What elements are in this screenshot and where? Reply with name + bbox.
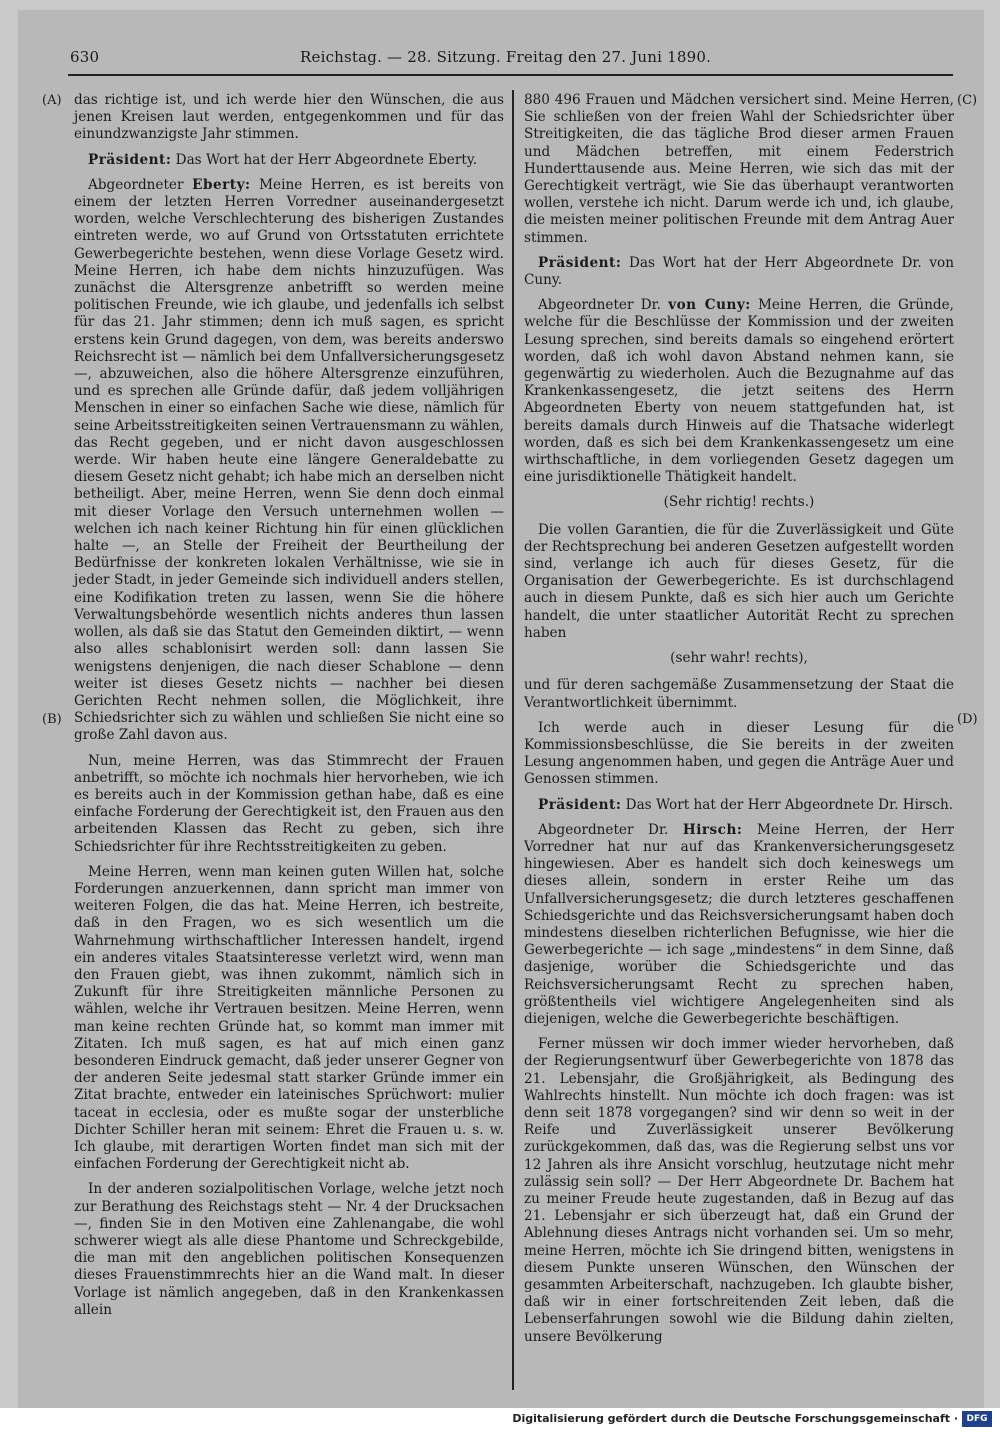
paragraph-text: Meine Herren, die Gründe, welche für die Beschlüsse der Kommission und der zweiten Lesung sprechen, sind bereits damals so eingehend erörtert worden, daß ich wohl davon Abstand nehmen kann, sie gegenwärtig zu wiederholen. Auch die Bezugnahme auf das Krankenkassengesetz, die jetzt seitens des Herrn Abgeordneten Eberty von neuem stattgefunden hat, ist bereits damals durch Hinweis auf die Thatsache widerlegt worden, daß es sich bei dem Krankenkassengesetz um eine wirthschaftliche, in dem vorliegenden Gesetz dagegen um eine jurisdiktionelle Thätigkeit handelt. (524, 297, 954, 486)
left-column (74, 92, 504, 1327)
interjection: (sehr wahr! rechts), (670, 650, 808, 667)
margin-marker-a: (A) (42, 93, 62, 108)
page-number: 630 (70, 48, 100, 66)
paragraph: Die vollen Garantien, die für die Zuverlässigkeit und Güte der Rechtsprechung bei anderen Gesetzen aufgestellt worden sind, verlange ich auch für dieses Gesetz, für die Organisation der Gewerbegerichte. Es ist durchschlagend auch in diesem Punkte, daß es sich hier auch um Gerichte handelt, die unter staatlicher Autorität Recht zu sprechen haben (524, 521, 954, 641)
paragraph: 880 496 Frauen und Mädchen versichert sind. Meine Herren, Sie schließen von der freien Wahl der Schiedsrichter über Streitigkeiten, die das tägliche Brod dieser armen Frauen und Mädchen betreffen, mit einem Federstrich Hunderttausende aus. Meine Herren, wie sich das mit der Gerechtigkeit verträgt, wie Sie das überhaupt verantworten wollen, verstehe ich nicht. Darum werde ich und, ich glaube, die meisten meiner politischen Freunde mit dem Antrag Auer stimmen. (524, 92, 954, 246)
speaker-paragraph (524, 797, 954, 814)
paragraph: Nun, meine Herren, was das Stimmrecht der Frauen anbetrifft, so möchte ich nochmals hier hervorheben, wie ich es bereits auch in der Kommission gethan habe, daß es eine einfache Forderung der Gerechtigkeit ist, den Frauen aus den arbeitenden Klassen das Recht zu geben, sich ihre Schiedsrichter für ihre Rechtsstreitigkeiten zu geben. (74, 752, 504, 855)
paragraph: und für deren sachgemäße Zusammensetzung der Staat die Verantwortlichkeit übernimmt. (524, 677, 954, 711)
margin-marker-d: (D) (957, 712, 978, 727)
right-column (524, 92, 954, 1354)
paragraph: In der anderen sozialpolitischen Vorlage, welche jetzt noch zur Berathung des Reichstags steht — Nr. 4 der Drucksachen —, finden Sie in den Motiven eine Zahlenangabe, die wohl schwerer wiegt als alle diese Phantome und Schreckgebilde, die man mit den angeblichen politischen Konsequenzen dieses Frauenstimmrechts hier an die Wand malt. In dieser Vorlage ist nämlich angegeben, daß in den Krankenkassen allein (74, 1181, 504, 1318)
speaker-paragraph (524, 255, 954, 289)
paragraph-text: Meine Herren, es ist bereits von einem der letzten Herren Vorredner auseinandergesetzt worden, welche Verschlechterung des bisherigen Zustandes eintreten werde, wo auf Grund von Ortsstatuten errichtete Gewerbegerichte bestehen, wenn diese Vorlage Gesetz wird. Meine Herren, ich habe dem nichts hinzuzufügen. Was zunächst die Altersgrenze anbetrifft so werden meine politischen Freunde, wie ich glaube, und jedenfalls ich selbst für das 21. Jahr stimmen; denn ich muß sagen, es spricht erstens kein Grund dagegen, von dem, was bereits anderswo Reichsrecht ist — nämlich bei dem Unfallversicherungsgesetz —, abzuweichen, also die höhere Altersgrenze einzuführen, und es sprechen alle Gründe dafür, daß jedem volljährigen Menschen in einer so einfachen Sache wie diese, nämlich für seine Arbeitsstreitigkeiten seinen Vertrauensmann zu wählen, das Recht gegeben, und er nicht davon ausgeschlossen werde. Wir haben heute eine längere Generaldebatte zu diesem Gesetz nicht gehabt; ich habe mich an derselben nicht betheiligt. Aber, meine Herren, wenn Sie denn doch einmal mit dieser Vorlage den Versuch unternehmen wollen — welchen ich nach keiner Richtung hin für einen glücklichen halte —, an Stelle der Freiheit der Beurtheilung der Bedürfnisse der konkreten lokalen Verhältnisse, wie sie in jeder Stadt, in jeder Gemeinde sich individuell anders stellen, eine Kodifikation treten zu lassen, wenn Sie die höhere Verwaltungsbehörde wesentlich nichts anderes thun lassen wollen, als daß sie das Statut den Gemeinden diktirt, — wenn also alles schablonisirt werden soll: dann lassen Sie wenigstens denjenigen, die nach dieser Schablone — denn weiter ist dieses Gesetz nichts — nachher bei diesen Gerichten Recht nehmen sollen, die Möglichkeit, ihre Schiedsrichter sich zu wählen und schließen Sie nicht eine so große Zahl davon aus. (74, 176, 504, 744)
speaker-name: Eberty: (192, 176, 251, 193)
paragraph: Meine Herren, wenn man keinen guten Willen hat, solche Forderungen anzuerkennen, dann spricht man immer von weiteren Folgen, die das hat. Meine Herren, ich bestreite, daß in den Fragen, wo es sich wesentlich um die Wahrnehmung wirthschaftlicher Interessen handelt, irgend ein anderes vitales Staatsinteresse verletzt wird, wenn man den Frauen giebt, was ihnen zukommt, nämlich sich in Zukunft für ihre Streitigkeiten männliche Personen zu wählen, welche ihr Vertrauen besitzen. Meine Herren, wenn man keine rechten Gründe hat, so kommt man immer mit Zitaten. Ich muß sagen, es hat auf mich einen ganz besonderen Eindruck gemacht, daß jeder unserer Gegner von der anderen Seite jedesmal statt starker Gründe immer ein Zitat brachte, entweder ein lateinisches Sprüchwort: mulier taceat in ecclesia, oder es mußte sogar der unsterbliche Dichter Schiller heran mit seinem: Ehret die Frauen u. s. w. Ich glaube, mit derartigen Worten findet man sich mit der einfachen Forderung der Gerechtigkeit nicht ab. (74, 863, 504, 1173)
speaker-name: Hirsch: (682, 821, 743, 838)
interjection: (Sehr richtig! rechts.) (663, 494, 815, 511)
speaker-paragraph (74, 177, 504, 745)
paragraph-text: Meine Herren, der Herr Vorredner hat nur auf das Krankenversicherungsgesetz hingewiesen. Aber es handelt sich doch keineswegs um dieses allein, sondern in erster Reihe um das Unfallversicherungsgesetz; die durch letzteres geschaffenen Schiedsgerichte und das Reichsversicherungsamt haben doch mindestens dieselben richterlichen Befugnisse, wie hier die Gewerbegerichte — ich sage „mindestens“ in dem Sinne, daß dasjenige, worüber die Schiedsgerichte und das Reichsversicherungsamt Recht zu sprechen haben, größtentheils viel wichtigere Angelegenheiten sind als diejenigen, welche die Gewerbegerichte beschäftigen. (524, 821, 954, 1027)
speaker-name: Präsident: (538, 254, 622, 271)
paragraph: Ich werde auch in dieser Lesung für die Kommissionsbeschlüsse, die Sie bereits in der zweiten Lesung angenommen haben, und gegen die Anträge Auer und Genossen stimmen. (524, 719, 954, 788)
speaker-paragraph (524, 822, 954, 1028)
paragraph-text: Das Wort hat der Herr Abgeordnete Dr. von Cuny. (524, 254, 954, 289)
paragraph-text: Das Wort hat der Herr Abgeordnete Dr. Hirsch. (621, 796, 954, 813)
speaker-intro: Abgeordneter Dr. (538, 297, 669, 314)
speaker-name: von Cuny: (668, 297, 751, 314)
running-title: Reichstag. — 28. Sitzung. Freitag den 27. Juni 1890. (300, 48, 712, 66)
column-divider (512, 90, 514, 1390)
speaker-intro: Abgeordneter (88, 176, 193, 193)
header-rule (68, 74, 953, 76)
paragraph-text: Das Wort hat der Herr Abgeordnete Eberty. (171, 151, 478, 168)
margin-marker-b: (B) (42, 712, 62, 727)
funding-note: Digitalisierung gefördert durch die Deutsche Forschungsgemeinschaft · (512, 1412, 958, 1425)
dfg-logo: DFG (962, 1411, 992, 1427)
footer-bar (0, 1408, 1000, 1432)
paragraph: das richtige ist, und ich werde hier den Wünschen, die aus jenen Kreisen laut werden, entgegenkommen und für das einundzwanzigste Jahr stimmen. (74, 92, 504, 143)
paragraph: Ferner müssen wir doch immer wieder hervorheben, daß der Regierungsentwurf über Gewerbegerichte von 1878 das 21. Lebensjahr, die Großjährigkeit, als Bedingung des Wahlrechts hinstellt. Nun möchte ich doch fragen: was ist denn seit 1878 vorgegangen? sind wir denn so weit in der Reife und Zuverlässigkeit unserer Bevölkerung zurückgekommen, daß das, was die Regierung selbst uns vor 12 Jahren als ihre Ansicht vorschlug, heutzutage nicht mehr zulässig sein soll? — Der Herr Abgeordnete Dr. Bachem hat zu meiner Freude heute zugestanden, daß in Bezug auf das 21. Lebensjahr er sich überzeugt hat, daß ein Grund der Ablehnung dieses Antrags nicht vorhanden sei. Um so mehr, meine Herren, möchte ich Sie dringend bitten, wenigstens in diesem Punkte unseren Wünschen, den Wünschen der gesammten Arbeiterschaft, nachzugeben. Ich glaubte bisher, daß wir in einer fortschreitenden Zeit leben, daß die Lebenserfahrungen sowohl wie die Bildung dahin zielten, unsere Bevölkerung (524, 1036, 954, 1345)
speaker-intro: Abgeordneter Dr. (538, 821, 683, 838)
speaker-name: Präsident: (88, 151, 172, 168)
page-header (70, 48, 940, 70)
margin-marker-c: (C) (957, 93, 978, 108)
speaker-paragraph (74, 152, 504, 169)
speaker-name: Präsident: (538, 796, 622, 813)
speaker-paragraph (524, 297, 954, 486)
